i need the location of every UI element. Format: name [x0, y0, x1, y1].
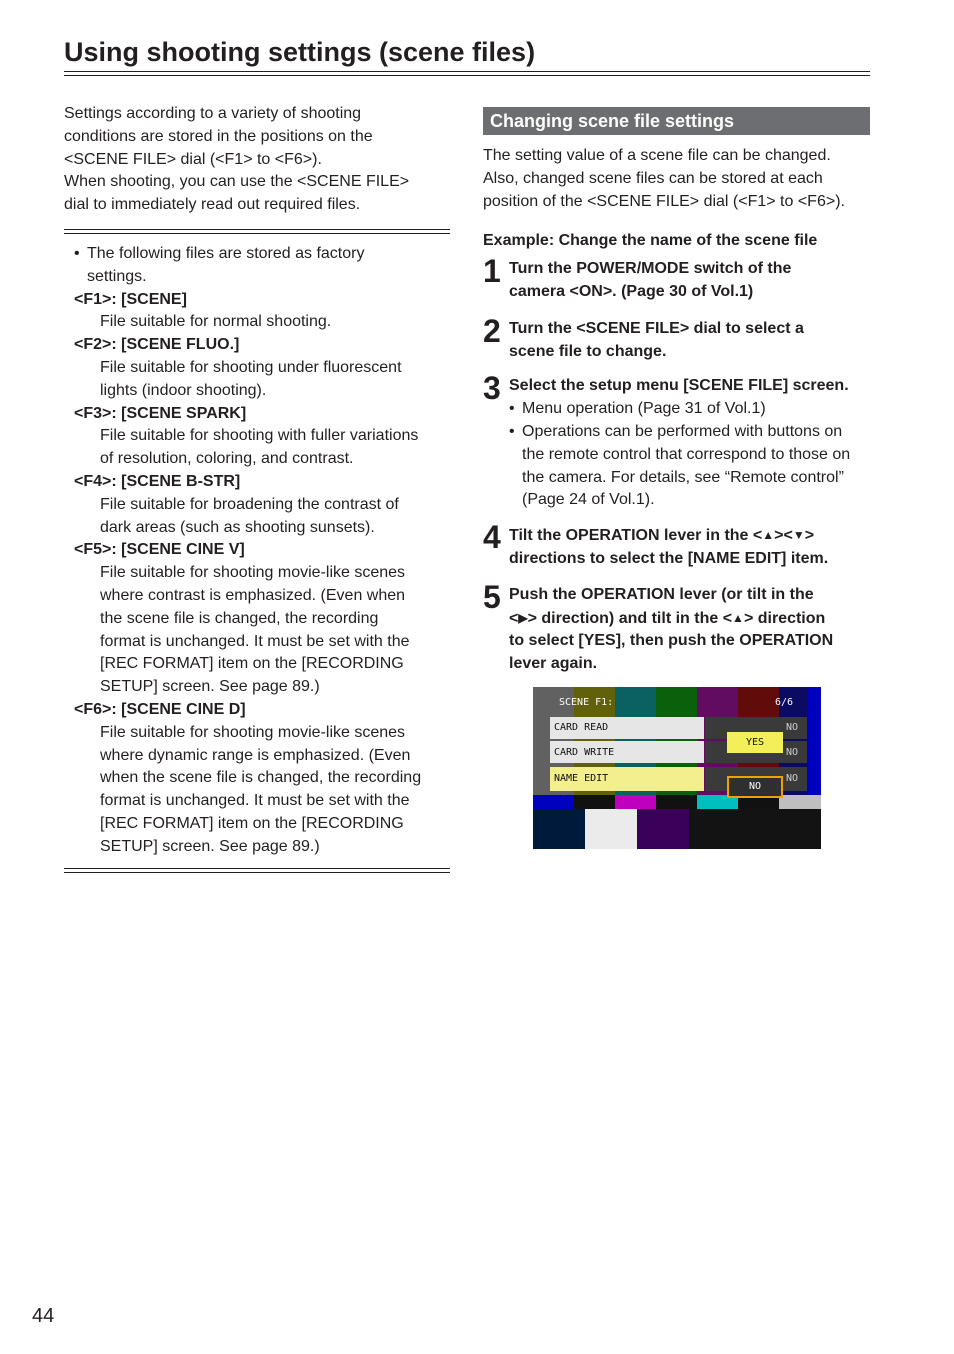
step-text: to select [YES], then push the OPERATION: [509, 632, 834, 650]
step-text-part: Tilt the OPERATION lever in the <: [509, 527, 763, 545]
up-arrow-icon: ▲: [762, 528, 775, 543]
file-desc: File suitable for normal shooting.: [100, 313, 332, 331]
file-key: <F4>: [SCENE B-STR]: [74, 472, 241, 490]
color-bar: [637, 809, 689, 849]
step-number: 4: [483, 519, 500, 556]
step-text-part: > direction: [743, 609, 826, 627]
file-desc: lights (indoor shooting).: [100, 381, 267, 399]
left-column: [64, 103, 450, 873]
step-5: [483, 578, 873, 676]
up-arrow-icon: ▲: [732, 610, 744, 625]
menu-value: NO: [785, 747, 798, 758]
intro-line: <SCENE FILE> dial (<F1> to <F6>).: [64, 150, 322, 168]
bullet-mark: •: [509, 422, 515, 440]
file-desc: File suitable for shooting under fluorescent: [100, 358, 402, 376]
factory-files-note: [64, 234, 450, 868]
menu-item-card-write[interactable]: [550, 741, 704, 763]
file-key: <F1>: [SCENE]: [74, 290, 187, 308]
file-desc: when the scene file is changed, the recording: [100, 769, 422, 787]
step-text: [509, 524, 873, 548]
menu-item-label: NAME EDIT: [554, 773, 609, 784]
sub-line: (Page 24 of Vol.1).: [522, 491, 655, 509]
title-rule: [64, 71, 870, 76]
sub-line: the remote control that correspond to those on: [522, 445, 851, 463]
file-desc: format is unchanged. It must be set with the: [100, 632, 410, 650]
menu-title: SCENE F1:: [559, 697, 614, 708]
step-text-part: > direction) and tilt in the <: [527, 609, 733, 627]
page-number: 44: [32, 1305, 55, 1327]
bullet-mark: •: [74, 244, 80, 262]
step-text: [509, 607, 873, 631]
intro-line: conditions are stored in the positions on the: [64, 127, 373, 145]
step-number: 2: [483, 312, 500, 349]
file-desc: [REC FORMAT] item on the [RECORDING: [100, 814, 404, 832]
file-key: <F3>: [SCENE SPARK]: [74, 404, 247, 422]
camera-menu-screenshot: [533, 687, 821, 849]
file-desc: SETUP] screen. See page 89.): [100, 837, 320, 855]
file-key: <F5>: [SCENE CINE V]: [74, 541, 245, 559]
file-entry-f2: [74, 334, 450, 402]
intro-line: Settings according to a variety of shooting: [64, 105, 362, 122]
menu-item-name-edit[interactable]: [550, 767, 704, 791]
step-text: Turn the <SCENE FILE> dial to select a: [509, 319, 804, 337]
color-bar: [615, 795, 656, 809]
step-text: Push the OPERATION lever (or tilt in the: [509, 585, 814, 603]
step-text-part: <: [509, 609, 519, 627]
color-bar: [533, 795, 574, 809]
file-entry-f5: [74, 539, 450, 699]
menu-item-label: CARD READ: [554, 722, 609, 733]
file-entry-f6: [74, 699, 450, 859]
step-number: 3: [483, 370, 500, 407]
down-arrow-icon: ▼: [792, 528, 805, 543]
step-3-sub-1: [509, 398, 873, 421]
file-desc: dark areas (such as shooting sunsets).: [100, 518, 375, 536]
step-text: Turn the POWER/MODE switch of the: [509, 260, 792, 278]
page-title: Using shooting settings (scene files): [64, 37, 536, 67]
color-bar: [779, 795, 821, 809]
step-text: lever again.: [509, 655, 598, 673]
bullet-mark: •: [509, 400, 515, 418]
menu-value: NO: [785, 773, 798, 784]
file-desc: File suitable for shooting with fuller variations: [100, 427, 419, 445]
file-desc: where contrast is emphasized. (Even when: [100, 586, 406, 604]
step-text-part: ><: [774, 527, 793, 545]
step-text: directions to select the [NAME EDIT] item.: [509, 549, 829, 567]
file-desc: where dynamic range is emphasized. (Even: [100, 746, 411, 764]
step-text: camera <ON>. (Page 30 of Vol.1): [509, 282, 754, 300]
menu-value: NO: [785, 722, 798, 733]
sub-line: the camera. For details, see “Remote control”: [522, 468, 844, 486]
menu-page: 6/6: [775, 697, 794, 708]
section-intro: [483, 145, 873, 213]
step-3: [483, 370, 873, 512]
menu-item-label: CARD WRITE: [554, 747, 615, 758]
file-key: <F2>: [SCENE FLUO.]: [74, 336, 240, 354]
note-bullet: [74, 243, 450, 289]
step-2: [483, 312, 873, 364]
step-text: Select the setup menu [SCENE FILE] screen.: [509, 377, 849, 395]
sub-line: Operations can be performed with buttons on: [522, 422, 843, 440]
color-bar: [585, 809, 637, 849]
file-desc: SETUP] screen. See page 89.): [100, 678, 320, 696]
file-desc: of resolution, coloring, and contrast.: [100, 450, 354, 468]
file-desc: format is unchanged. It must be set with the: [100, 792, 410, 810]
step-number: 1: [483, 253, 500, 290]
intro-paragraph: [64, 103, 450, 217]
section-intro-line: position of the <SCENE FILE> dial (<F1> to <F6>).: [483, 192, 845, 210]
note-line: settings.: [87, 267, 147, 285]
section-heading: Changing scene file settings: [483, 107, 870, 135]
intro-line: When shooting, you can use the <SCENE FILE>: [64, 173, 410, 191]
section-intro-line: Also, changed scene files can be stored at each: [483, 169, 823, 187]
file-key: <F6>: [SCENE CINE D]: [74, 700, 246, 718]
note-line: The following files are stored as factory: [87, 244, 365, 262]
right-arrow-icon: ▶: [518, 610, 528, 625]
file-entry-f3: [74, 403, 450, 471]
sub-line: Menu operation (Page 31 of Vol.1): [522, 400, 766, 418]
step-text-part: >: [804, 527, 815, 545]
step-number: 5: [483, 578, 500, 615]
file-entry-f1: [74, 289, 450, 335]
file-desc: the scene file is changed, the recording: [100, 609, 379, 627]
intro-line: dial to immediately read out required files.: [64, 196, 361, 214]
example-heading: Example: Change the name of the scene file: [483, 232, 818, 250]
section-intro-line: The setting value of a scene file can be changed.: [483, 147, 831, 164]
step-4: [483, 519, 873, 571]
file-entry-f4: [74, 471, 450, 539]
color-bar: [574, 795, 615, 809]
file-desc: [REC FORMAT] item on the [RECORDING: [100, 655, 404, 673]
file-desc: File suitable for shooting movie-like scenes: [100, 723, 406, 741]
color-bar: [533, 809, 585, 849]
dialog-no-button[interactable]: NO: [727, 776, 783, 798]
step-1: [483, 253, 873, 304]
step-3-sub-2: [509, 421, 873, 512]
step-text: scene file to change.: [509, 342, 667, 360]
file-desc: File suitable for broadening the contrast of: [100, 495, 399, 513]
dialog-yes-button[interactable]: YES: [727, 732, 783, 753]
color-bar: [656, 795, 697, 809]
file-desc: File suitable for shooting movie-like scenes: [100, 564, 406, 582]
right-column: [483, 107, 873, 676]
color-bar: [689, 809, 821, 849]
menu-item-card-read[interactable]: [550, 717, 704, 739]
note-bottom-rule: [64, 868, 450, 873]
